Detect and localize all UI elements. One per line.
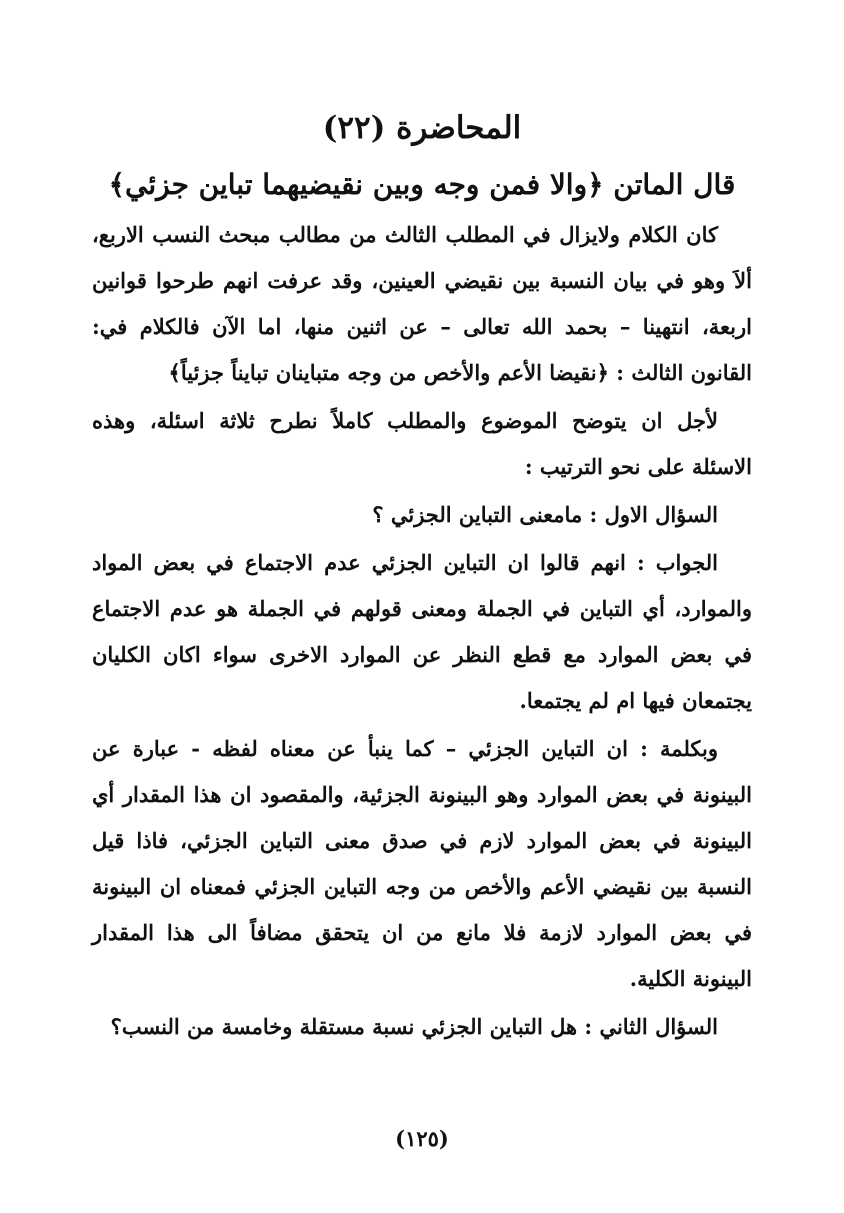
paragraph-first-question: السؤال الاول : مامعنى التباين الجزئي ؟ (372, 502, 718, 527)
page-number: (١٢٥) (395, 1126, 449, 1151)
paragraph-second-question: السؤال الثاني : هل التباين الجزئي نسبة مستقلة وخامسة من النسب؟ (110, 1014, 718, 1039)
lecture-body (92, 212, 752, 1052)
paragraph-questions-intro: لأجل ان يتوضح الموضوع والمطلب كاملاً نطرح ثلاثة اسئلة، وهذه الاسئلة على نحو الترتيب : (92, 408, 752, 479)
paragraph-explanation: وبكلمة : ان التباين الجزئي – كما ينبأ عن معناه لفظه - عبارة عن البينونة في بعض الموارد وهو البينونة الجزئية، والمقصود ان هذا المقدار أي البينونة في بعض الموارد لازم في صدق معنى التباين الجزئي، فاذا قيل النسبة بين نقيضي الأعم والأخص من وجه التباين الجزئي فمعناه ان البينونة في بعض الموارد لازمة فلا مانع من ان يتحقق مضافاً الى هذا المقدار البينونة الكلية. (92, 736, 752, 991)
paragraph-intro: كان الكلام ولايزال في المطلب الثالث من مطالب مبحث النسب الاربع، ألاَ وهو في بيان النسبة بين نقيضي العينين، وقد عرفت انهم طرحوا قوانين اربعة، انتهينا – بحمد الله تعالى – عن اثنين منها، اما الآن فالكلام في: القانون الثالث : ﴿نقيضا الأعم والأخص من وجه متباينان تبايناً جزئياً﴾ (92, 222, 752, 385)
lecture-title: المحاضرة (٢٢) (322, 110, 522, 146)
paragraph-first-answer: الجواب : انهم قالوا ان التباين الجزئي عدم الاجتماع في بعض المواد والموارد، أي التباين في الجملة ومعنى قولهم في الجملة هو عدم الاجتماع في بعض الموارد مع قطع النظر عن الموارد الاخرى سواء اكان الكليان يجتمعان فيها ام لم يجتمعا. (92, 550, 752, 713)
lecture-subtitle: قال الماتن ﴿والا فمن وجه وبين نقيضيهما تباين جزئي﴾ (108, 168, 736, 201)
